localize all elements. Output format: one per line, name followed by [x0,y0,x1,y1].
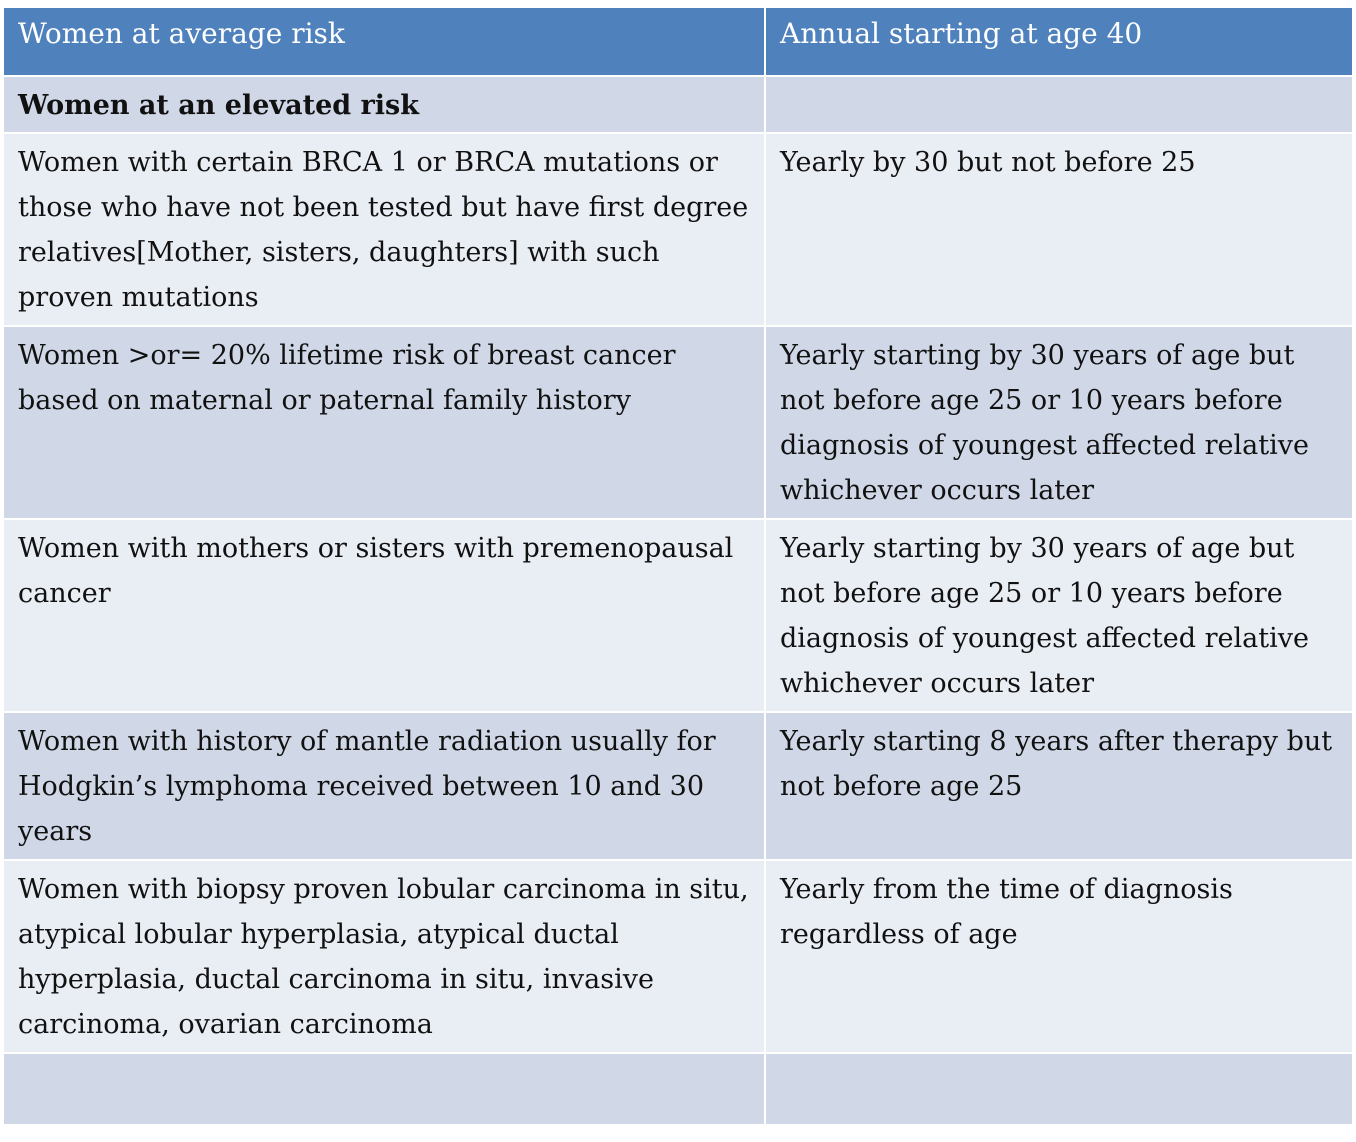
table-header [3,7,1353,76]
header-col1: Women at average risk [3,7,765,76]
row-recommendation-empty [765,1053,1353,1125]
row-criteria-lifetime-risk: Women >or= 20% lifetime risk of breast cancer based on maternal or paternal family history [3,326,765,519]
row-recommendation-lifetime-risk: Yearly starting by 30 years of age but not before age 25 or 10 years before diagnosis of youngest affected relative whichever occurs later [765,326,1353,519]
row-criteria-brca: Women with certain BRCA 1 or BRCA mutations or those who have not been tested but have first degree relatives[Mother, sisters, daughters] with such proven mutations [3,133,765,326]
table-row [3,860,1353,1053]
table-body [3,76,1353,1125]
row-criteria-empty [3,1053,765,1125]
table-row [3,712,1353,860]
row-criteria-biopsy: Women with biopsy proven lobular carcinoma in situ, atypical lobular hyperplasia, atypical ductal hyperplasia, ductal carcinoma in situ, invasive carcinoma, ovarian carcinoma [3,860,765,1053]
table-row [3,326,1353,519]
row-criteria-elevated: Women at an elevated risk [3,76,765,133]
header-col2: Annual starting at age 40 [765,7,1353,76]
table-row [3,76,1353,133]
row-criteria-premenopausal: Women with mothers or sisters with premenopausal cancer [3,519,765,712]
table-row [3,133,1353,326]
screening-table-container [2,6,1352,1126]
header-row [3,7,1353,76]
table-row [3,519,1353,712]
row-recommendation-premenopausal: Yearly starting by 30 years of age but not before age 25 or 10 years before diagnosis of youngest affected relative whichever occurs later [765,519,1353,712]
table-row [3,1053,1353,1125]
row-recommendation-brca: Yearly by 30 but not before 25 [765,133,1353,326]
screening-table [2,6,1354,1126]
row-criteria-mantle-radiation: Women with history of mantle radiation usually for Hodgkin’s lymphoma received between 10 and 30 years [3,712,765,860]
row-recommendation-elevated [765,76,1353,133]
row-recommendation-biopsy: Yearly from the time of diagnosis regardless of age [765,860,1353,1053]
row-recommendation-mantle-radiation: Yearly starting 8 years after therapy but not before age 25 [765,712,1353,860]
